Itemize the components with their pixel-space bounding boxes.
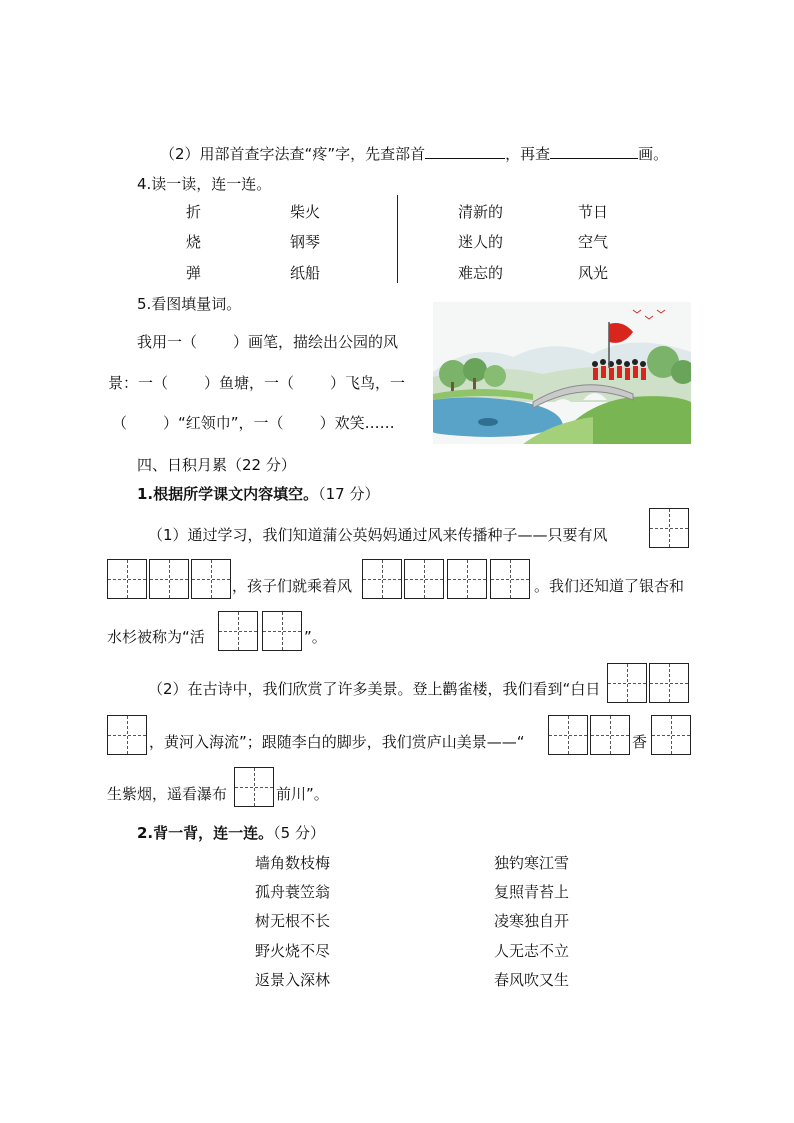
q4-right-col2-item[interactable]: 风光 <box>578 264 609 282</box>
s4q1-p1-e: ”。 <box>304 628 327 646</box>
radical-blank[interactable] <box>425 144 505 159</box>
q5-title: 5.看图填量词。 <box>137 295 242 313</box>
writing-box[interactable] <box>548 715 588 755</box>
q4-title: 4.读一读，连一连。 <box>137 175 272 193</box>
poem-left-item[interactable]: 野火烧不尽 <box>255 942 331 960</box>
park-illustration-svg <box>433 302 691 444</box>
poem-right-item[interactable]: 凌寒独自开 <box>494 912 570 930</box>
s4q1-p2-c: 香 <box>632 733 648 751</box>
s4q1-p1-c: 。我们还知道了银杏和 <box>534 577 685 595</box>
s4q1-title <box>137 483 380 504</box>
q5-line2-a: 景：一（ <box>108 374 169 392</box>
q4-left-col1-item[interactable]: 烧 <box>186 233 202 251</box>
q5-line3-a: （ <box>112 414 128 432</box>
q5-line3 <box>112 412 395 433</box>
writing-box[interactable] <box>607 663 647 703</box>
poem-right-item[interactable]: 独钓寒江雪 <box>494 854 570 872</box>
s4q1-p2-b: ，黄河入海流”；跟随李白的脚步，我们赏庐山美景——“ <box>149 733 525 751</box>
s4q1-p1-b: ，孩子们就乘着风 <box>232 577 353 595</box>
q4-right-col1-item[interactable]: 清新的 <box>458 203 504 221</box>
writing-box[interactable] <box>149 559 189 599</box>
writing-box[interactable] <box>218 611 258 651</box>
strokes-blank[interactable] <box>550 144 638 159</box>
q5-line3-b: ）“红领巾”，一（ <box>163 414 284 432</box>
q3-2-text-c: 画。 <box>638 145 669 163</box>
q4-right-col1-item[interactable]: 难忘的 <box>458 264 504 282</box>
s4q2-title-score: （5 分） <box>273 824 325 842</box>
s4q1-p2-d: 生紫烟，遥看瀑布 <box>107 785 228 803</box>
q5-line1 <box>137 331 398 352</box>
q4-divider <box>397 195 398 283</box>
poem-right-item[interactable]: 复照青苔上 <box>494 883 570 901</box>
poem-left-item[interactable]: 孤舟蓑笠翁 <box>255 883 331 901</box>
q4-left-col2-item[interactable]: 钢琴 <box>290 233 321 251</box>
q4-right-col2-item[interactable]: 节日 <box>578 203 609 221</box>
writing-box[interactable] <box>404 559 444 599</box>
poem-right-item[interactable]: 人无志不立 <box>494 942 570 960</box>
writing-box[interactable] <box>234 767 274 807</box>
q5-line3-c: ）欢笑…… <box>319 414 395 432</box>
poem-left-item[interactable]: 返景入深林 <box>255 971 331 989</box>
s4q2-title-bold: 2.背一背，连一连。 <box>137 824 274 842</box>
writing-box[interactable] <box>107 715 147 755</box>
writing-box[interactable] <box>651 715 691 755</box>
q4-left-col2-item[interactable]: 柴火 <box>290 203 321 221</box>
writing-box[interactable] <box>107 559 147 599</box>
writing-box[interactable] <box>649 663 689 703</box>
poem-right-item[interactable]: 春风吹又生 <box>494 971 570 989</box>
q4-right-col2-item[interactable]: 空气 <box>578 233 609 251</box>
writing-box[interactable] <box>191 559 231 599</box>
writing-box[interactable] <box>590 715 630 755</box>
s4q1-p1-a: （1）通过学习，我们知道蒲公英妈妈通过风来传播种子——只要有风 <box>148 526 608 544</box>
q3-2-text-a: （2）用部首查字法查“疼”字，先查部首 <box>160 145 426 163</box>
q4-left-col1-item[interactable]: 弹 <box>186 264 202 282</box>
q5-line1-b: ）画笔，描绘出公园的风 <box>233 333 399 351</box>
s4q2-title <box>137 822 325 843</box>
q5-line2 <box>108 372 405 393</box>
q3-2-text-b: ，再查 <box>505 145 551 163</box>
s4q1-p1-d: 水杉被称为“活 <box>107 628 205 646</box>
writing-box[interactable] <box>447 559 487 599</box>
q5-line2-b: ）鱼塘，一（ <box>204 374 295 392</box>
s4q1-p2-a: （2）在古诗中，我们欣赏了许多美景。登上鹳雀楼，我们看到“白日 <box>148 680 601 698</box>
s4q1-title-score: （17 分） <box>318 485 380 503</box>
writing-box[interactable] <box>362 559 402 599</box>
q3-2-line <box>160 143 668 164</box>
poem-left-item[interactable]: 树无根不长 <box>255 912 331 930</box>
section4-title: 四、日积月累（22 分） <box>137 456 296 474</box>
park-illustration <box>433 302 691 444</box>
poem-left-item[interactable]: 墙角数枝梅 <box>255 854 331 872</box>
q4-left-col1-item[interactable]: 折 <box>186 203 202 221</box>
q4-right-col1-item[interactable]: 迷人的 <box>458 233 504 251</box>
writing-box[interactable] <box>490 559 530 599</box>
writing-box[interactable] <box>262 611 302 651</box>
q4-left-col2-item[interactable]: 纸船 <box>290 264 321 282</box>
q5-line1-a: 我用一（ <box>137 333 198 351</box>
s4q1-p2-e: 前川”。 <box>276 785 329 803</box>
s4q1-title-bold: 1.根据所学课文内容填空。 <box>137 485 319 503</box>
q5-line2-c: ）飞鸟，一 <box>330 374 406 392</box>
writing-box[interactable] <box>649 508 689 548</box>
